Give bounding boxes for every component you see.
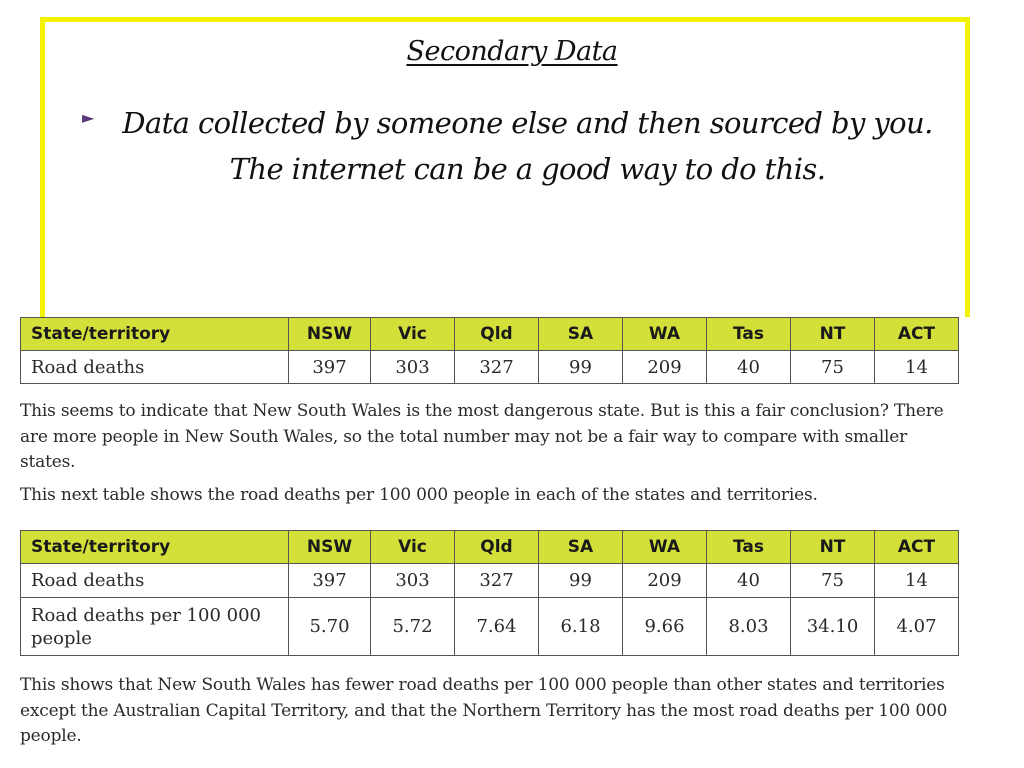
table-header-cell: NSW	[289, 531, 371, 564]
table-cell: Road deaths per 100 000 people	[21, 598, 289, 656]
table-cell: 34.10	[791, 598, 875, 656]
table-header-cell: Vic	[371, 531, 455, 564]
table-cell: 303	[371, 564, 455, 598]
table-cell: 303	[371, 351, 455, 384]
table-header-cell: NT	[791, 531, 875, 564]
table-cell: 5.72	[371, 598, 455, 656]
table-cell: 14	[875, 351, 959, 384]
table-cell: 4.07	[875, 598, 959, 656]
table-cell: 209	[623, 564, 707, 598]
table-cell: 6.18	[539, 598, 623, 656]
table-cell: 14	[875, 564, 959, 598]
table-header-cell: State/territory	[21, 531, 289, 564]
table-header-cell: SA	[539, 531, 623, 564]
table-cell: 209	[623, 351, 707, 384]
table-cell: 397	[289, 564, 371, 598]
table-cell: 40	[707, 564, 791, 598]
table-cell: 99	[539, 351, 623, 384]
table-header-cell: SA	[539, 318, 623, 351]
table-header-cell: Vic	[371, 318, 455, 351]
table-header-cell: Qld	[455, 531, 539, 564]
table-header-cell: Qld	[455, 318, 539, 351]
table-header-cell: State/territory	[21, 318, 289, 351]
table-cell: 397	[289, 351, 371, 384]
table-cell: 99	[539, 564, 623, 598]
paragraph-1: This seems to indicate that New South Wales is the most dangerous state. But is this a fair conclusion? There are more people in New South Wales, so the total number may not be a fair way to compare with smaller states.	[20, 401, 944, 472]
table-cell: 8.03	[707, 598, 791, 656]
table-header-cell: NT	[791, 318, 875, 351]
table-header-cell: WA	[623, 318, 707, 351]
table-row	[21, 598, 959, 656]
table-cell: 5.70	[289, 598, 371, 656]
paragraph-3: This shows that New South Wales has fewer road deaths per 100 000 people than other states and territories except the Australian Capital Territory, and that the Northern Territory has the most road deaths per 100 000 people.	[20, 675, 948, 746]
table-header-cell: WA	[623, 531, 707, 564]
table-header-cell: ACT	[875, 318, 959, 351]
road-deaths-table	[20, 317, 959, 384]
table-cell: 40	[707, 351, 791, 384]
table-cell: 327	[455, 351, 539, 384]
slide-title: Secondary Data	[406, 36, 618, 67]
table-cell: 7.64	[455, 598, 539, 656]
table-cell: 327	[455, 564, 539, 598]
paragraph-2: This next table shows the road deaths per 100 000 people in each of the states and territories.	[20, 485, 818, 505]
table-cell: 9.66	[623, 598, 707, 656]
table-cell: Road deaths	[21, 351, 289, 384]
bullet-arrow-icon: ►	[82, 108, 95, 127]
table-cell: 75	[791, 351, 875, 384]
table-header-cell: Tas	[707, 318, 791, 351]
table-header-cell: NSW	[289, 318, 371, 351]
table-cell: Road deaths	[21, 564, 289, 598]
table-header-cell: ACT	[875, 531, 959, 564]
road-deaths-per-capita-table	[20, 530, 959, 656]
table-row	[21, 351, 959, 384]
table-header-cell: Tas	[707, 531, 791, 564]
bullet-text: Data collected by someone else and then sourced by you. The internet can be a good way to do this.	[122, 106, 933, 186]
table-row	[21, 564, 959, 598]
table-cell: 75	[791, 564, 875, 598]
